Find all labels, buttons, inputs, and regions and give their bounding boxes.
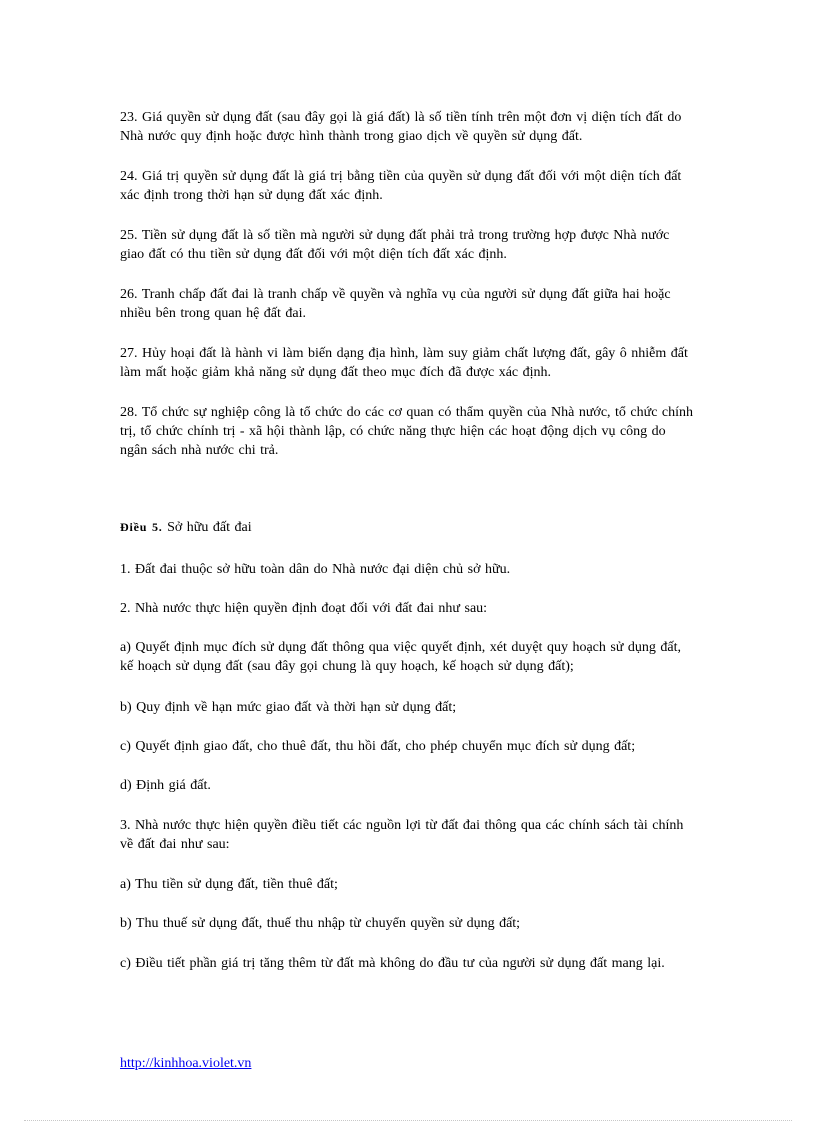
page-bottom-edge <box>24 1120 792 1121</box>
clause-2a: a) Quyết định mục đích sử dụng đất thông qua việc quyết định, xét duyệt quy hoạch sử dụng đất, kế hoạch sử dụng đất (sau đây gọi chung là quy hoạch, kế hoạch sử dụng đất); <box>120 640 682 674</box>
clause-1: 1. Đất đai thuộc sở hữu toàn dân do Nhà nước đại diện chủ sở hữu. <box>120 562 511 577</box>
article-title: Sở hữu đất đai <box>167 520 252 535</box>
clause-2b: b) Quy định về hạn mức giao đất và thời hạn sử dụng đất; <box>120 700 457 715</box>
clause-2d: d) Định giá đất. <box>120 778 211 793</box>
article-number: Điều 5. <box>120 520 163 534</box>
clause-3c: c) Điều tiết phần giá trị tăng thêm từ đất mà không do đầu tư của người sử dụng đất mang lại. <box>120 956 665 971</box>
definition-25: 25. Tiền sử dụng đất là số tiền mà người sử dụng đất phải trả trong trường hợp được Nhà nước giao đất có thu tiền sử dụng đất đối với một diện tích đất xác định. <box>120 228 670 262</box>
definition-24: 24. Giá trị quyền sử dụng đất là giá trị bằng tiền của quyền sử dụng đất đối với một diện tích đất xác định trong thời hạn sử dụng đất xác định. <box>120 169 682 203</box>
clause-2: 2. Nhà nước thực hiện quyền định đoạt đối với đất đai như sau: <box>120 601 488 616</box>
article-heading <box>120 518 696 537</box>
definition-28: 28. Tổ chức sự nghiệp công là tổ chức do các cơ quan có thẩm quyền của Nhà nước, tổ chức chính trị, tổ chức chính trị - xã hội thành lập, có chức năng thực hiện các hoạt động dịch vụ công do ngân sách nhà nước chi trả. <box>120 405 694 458</box>
clause-3: 3. Nhà nước thực hiện quyền điều tiết các nguồn lợi từ đất đai thông qua các chính sách tài chính về đất đai như sau: <box>120 818 684 852</box>
definition-27: 27. Hủy hoại đất là hành vi làm biến dạng địa hình, làm suy giảm chất lượng đất, gây ô nhiễm đất làm mất hoặc giảm khả năng sử dụng đất theo mục đích đã được xác định. <box>120 346 688 380</box>
footer-website-link[interactable]: http://kinhhoa.violet.vn <box>120 1056 252 1071</box>
clause-2c: c) Quyết định giao đất, cho thuê đất, thu hồi đất, cho phép chuyển mục đích sử dụng đất; <box>120 739 636 754</box>
clause-3a: a) Thu tiền sử dụng đất, tiền thuê đất; <box>120 877 338 892</box>
definition-26: 26. Tranh chấp đất đai là tranh chấp về quyền và nghĩa vụ của người sử dụng đất giữa hai hoặc nhiều bên trong quan hệ đất đai. <box>120 287 671 321</box>
clause-3b: b) Thu thuế sử dụng đất, thuế thu nhập từ chuyển quyền sử dụng đất; <box>120 916 521 931</box>
definition-23: 23. Giá quyền sử dụng đất (sau đây gọi là giá đất) là số tiền tính trên một đơn vị diện tích đất do Nhà nước quy định hoặc được hình thành trong giao dịch về quyền sử dụng đất. <box>120 110 682 144</box>
